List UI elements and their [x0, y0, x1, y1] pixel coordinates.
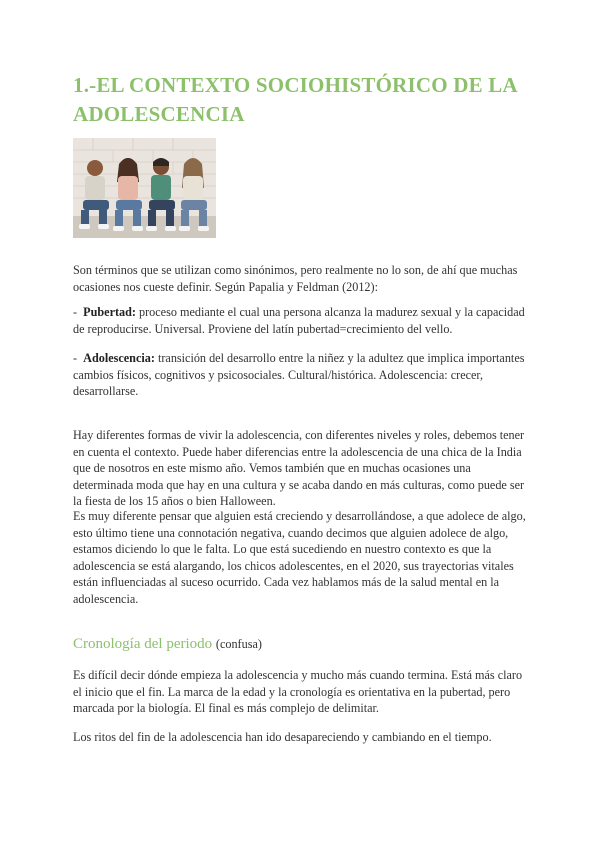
rites-paragraph: Los ritos del fin de la adolescencia han ido desapareciendo y cambiando en el tiempo.: [73, 730, 492, 744]
definition-pubertad: [73, 304, 533, 337]
definition-text: proceso mediante el cual una persona alcanza la madurez sexual y la capacidad de reproducirse. Universal. Proviene del latín pubertad=crecimiento del vello.: [73, 305, 525, 336]
bullet: -: [73, 305, 78, 319]
development-paragraph: Es muy diferente pensar que alguien está creciendo y desarrollándose, a que adolece de algo, esto último tiene una connotación negativa, cuando decimos que alguien adolece de algo, estamos diciendo lo que le falta. Lo que está sucediendo en nuestro contexto es que la adolescencia se está alargando, los chicos adolescentes, en el 2020, sus trayectorias vitales están influenciadas al suceso ocurrido. Cada vez hablamos más de la salud mental en la adolescencia.: [73, 509, 526, 606]
intro-paragraph: Son términos que se utilizan como sinónimos, pero realmente no lo son, de ahí que muchas ocasiones nos cueste definir. Según Papalia y Feldman (2012):: [73, 263, 518, 294]
definition-adolescencia: [73, 350, 533, 400]
context-paragraph: Hay diferentes formas de vivir la adolescencia, con diferentes niveles y roles, debemos tener en cuenta el contexto. Puede haber diferencias entre la adolescencia de una chica de la India que de nosotros en este mismo año. Vemos también que en muchas ocasiones una determinada moda que hay en una cultura y se acaba dando en más culturas, como puede ser la fiesta de los 15 años o bien Halloween.: [73, 428, 525, 508]
section-note: (confusa): [215, 637, 262, 651]
section-title: Cronología del periodo: [73, 636, 213, 652]
teenagers-sitting-photo-icon: [73, 138, 216, 238]
page-title: 1.-EL CONTEXTO SOCIOHISTÓRICO DE LA ADOLESCENCIA: [73, 73, 517, 126]
teenagers-photo: [73, 138, 216, 238]
section-heading: [73, 634, 262, 654]
term-pubertad: Pubertad:: [83, 305, 136, 319]
term-adolescencia: Adolescencia:: [83, 351, 155, 365]
bullet: -: [73, 351, 78, 365]
chronology-paragraph: Es difícil decir dónde empieza la adolescencia y mucho más cuando termina. Está más claro el inicio que el fin. La marca de la edad y la cronología es orientativa en la pubertad, pero marcada por la biología. El final es más complejo de delimitar.: [73, 668, 523, 715]
definition-text: transición del desarrollo entre la niñez y la adultez que implica importantes cambios físicos, cognitivos y psicosociales. Cultural/histórica. Adolescencia: crecer, desarrollarse.: [73, 351, 525, 398]
